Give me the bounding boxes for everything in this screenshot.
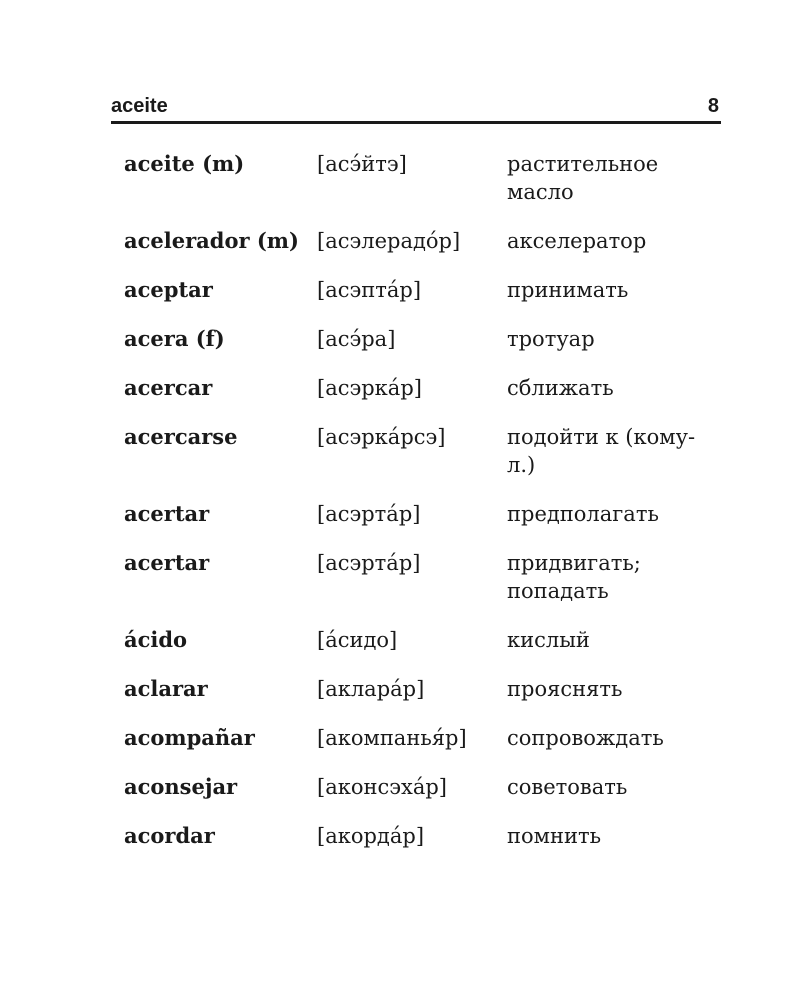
entry-pronunciation: [асэ́йтэ]: [317, 152, 407, 176]
entry-word: acertar: [124, 501, 210, 526]
entry-row: [124, 276, 714, 304]
entry-translation: советовать: [507, 775, 628, 799]
entry-pronunciation: [аклара́р]: [317, 677, 425, 701]
entry-pronunciation: [акорда́р]: [317, 824, 425, 848]
entry-pronunciation: [а́сидо]: [317, 628, 398, 652]
entry-word: acompañar: [124, 725, 255, 750]
entry-pronunciation: [аконсэха́р]: [317, 775, 447, 799]
entry-row: [124, 773, 714, 801]
entry-translation: помнить: [507, 824, 602, 848]
entry-word: aceptar: [124, 277, 213, 302]
entry-word: acercarse: [124, 424, 238, 449]
entry-word: ácido: [124, 627, 188, 652]
entry-row: [124, 500, 714, 528]
page-header: [111, 94, 721, 124]
entry-translation: предполагать: [507, 502, 659, 526]
entry-row: [124, 150, 714, 206]
entry-word: acercar: [124, 375, 213, 400]
entry-pronunciation: [асэрта́р]: [317, 551, 421, 575]
entry-word: acera (f): [124, 326, 225, 351]
entry-translation: растительное масло: [507, 152, 659, 204]
entry-word: aconsejar: [124, 774, 238, 799]
entry-word: acelerador (m): [124, 228, 299, 253]
entry-word: acertar: [124, 550, 210, 575]
entry-row: [124, 423, 714, 479]
entry-translation: акселератор: [507, 229, 647, 253]
entry-translation: сближать: [507, 376, 614, 400]
entry-pronunciation: [асэлерадо́р]: [317, 229, 461, 253]
entry-pronunciation: [асэрта́р]: [317, 502, 421, 526]
entry-row: [124, 325, 714, 353]
entry-pronunciation: [асэрка́рсэ]: [317, 425, 446, 449]
entry-pronunciation: [акомпанья́р]: [317, 726, 467, 750]
entry-word: aclarar: [124, 676, 208, 701]
entry-translation: прояснять: [507, 677, 623, 701]
entry-translation: придвигать; попадать: [507, 551, 641, 603]
running-headword: aceite: [111, 95, 168, 117]
entry-row: [124, 822, 714, 850]
entry-translation: сопровождать: [507, 726, 664, 750]
entry-translation: подойти к (кому-л.): [507, 425, 696, 477]
entry-row: [124, 626, 714, 654]
dictionary-entries: [124, 150, 714, 871]
entry-translation: принимать: [507, 278, 629, 302]
entry-row: [124, 549, 714, 605]
entry-translation: кислый: [507, 628, 590, 652]
page-number: 8: [707, 95, 719, 117]
entry-pronunciation: [асэ́ра]: [317, 327, 396, 351]
entry-row: [124, 675, 714, 703]
entry-translation: тротуар: [507, 327, 595, 351]
entry-row: [124, 227, 714, 255]
entry-pronunciation: [асэрка́р]: [317, 376, 422, 400]
entry-pronunciation: [асэпта́р]: [317, 278, 422, 302]
entry-word: acordar: [124, 823, 215, 848]
entry-row: [124, 724, 714, 752]
entry-word: aceite (m): [124, 151, 245, 176]
entry-row: [124, 374, 714, 402]
